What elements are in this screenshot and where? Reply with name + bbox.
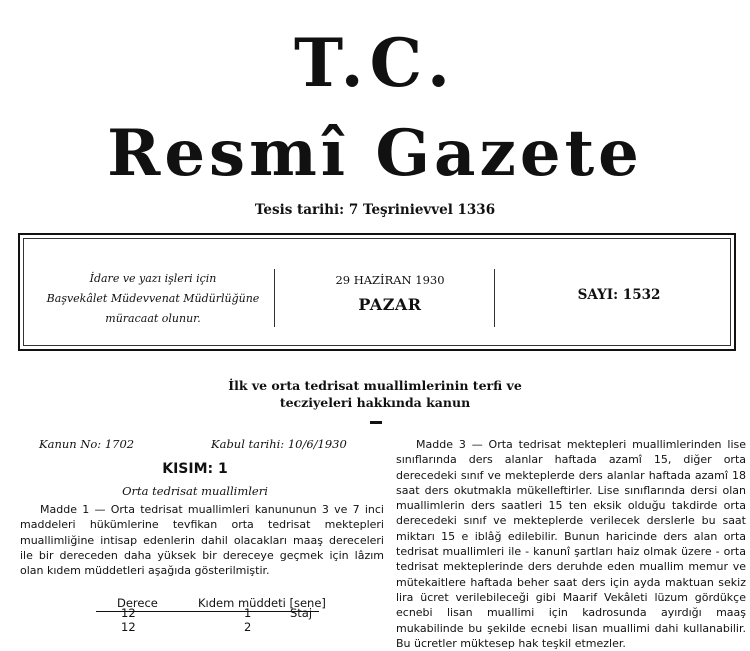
law-number: Kanun No: 1702 [39,437,135,451]
part-heading: KISIM: 1 [162,461,228,477]
table-cell-years: 1 [244,606,252,620]
info-box [18,233,736,351]
masthead-title: Resmî Gazete [107,116,643,191]
issue-number: SAYI: 1532 [577,287,661,303]
issue-day: PAZAR [358,295,422,314]
table-cell-years: 2 [244,620,252,634]
address-note [34,269,272,329]
address-line: İdare ve yazı işleri için [89,272,217,285]
article-3-paragraph: Madde 3 — Orta tedrisat mektepleri muallimlerinden lise sınıflarında ders alanlar haftada azamî 15, diğer orta derecedeki sınıf ve mekteplerde ders alanlar haftada azamî 18 saat ders okutmakla mükelleftirler. Lise sınıflarında dersi olan muallimlerin ders saatleri 15 ten eksik olduğu takdirde orta derecedeki sınıf ve mekteplerde verilecek derslerle bu saat miktarı 15 e iblâğ edilebilir. Bunun haricinde ders alan orta tedrisat muallimleri ile - kanunî şartları haiz olmak üzere - orta tedrisat mekteplerinde ders deruhde eden muallim memur ve mütekaitlere haftada beher saat ders için ayda maktuan sekiz lira ücret verilebileceği gibi Maarif Vekâleti lüzum gördükçe ecnebi lisan muallimi için kadrosunda ayırdığı maaş mukabilinde bu şekilde ecnebi lisan muallimi dahi kullanabilir. Bu ücretler müktesep hak teşkil etmezler. [396,438,746,650]
address-line: Başvekâlet Müdevvenat Müdürlüğüne [46,292,260,305]
acceptance-date: Kabul tarihi: 10/6/1930 [211,437,347,451]
box-divider [494,269,495,327]
article-1-paragraph: Madde 1 — Orta tedrisat muallimleri kanununun 3 ve 7 inci maddeleri hükümlerine tevfikan orta tedrisat mektepleri muallimliğine intisap edenlerin dahil olacakları maaş dereceleri ile bir dereceden daha yüksek bir dereceye geçmek için lâzım olan kıdem müddetleri aşağıda gösterilmiştir. [20,503,384,578]
issue-date: 29 HAZİRAN 1930 [335,273,445,287]
title-separator [370,421,382,424]
box-divider [274,269,275,327]
article-title-line: tecziyeleri hakkında kanun [279,395,471,410]
table-header-grade: Derece [117,596,158,610]
article-title-line: İlk ve orta tedrisat muallimlerinin terfi ve [228,378,522,393]
info-box-inner-frame [23,238,731,346]
table-cell-grade: 12 [121,606,136,620]
table-header-seniority: Kıdem müddeti [sene] [198,596,326,610]
table-cell-grade: 12 [121,620,136,634]
article-title [0,377,750,411]
section-subheading: Orta tedrisat muallimleri [122,484,268,498]
table-cell-note: Staj [290,606,313,620]
masthead-tc: T.C. [294,24,456,102]
founded-date: Tesis tarihi: 7 Teşrinievvel 1336 [254,202,496,218]
address-line: müracaat olunur. [105,312,201,325]
